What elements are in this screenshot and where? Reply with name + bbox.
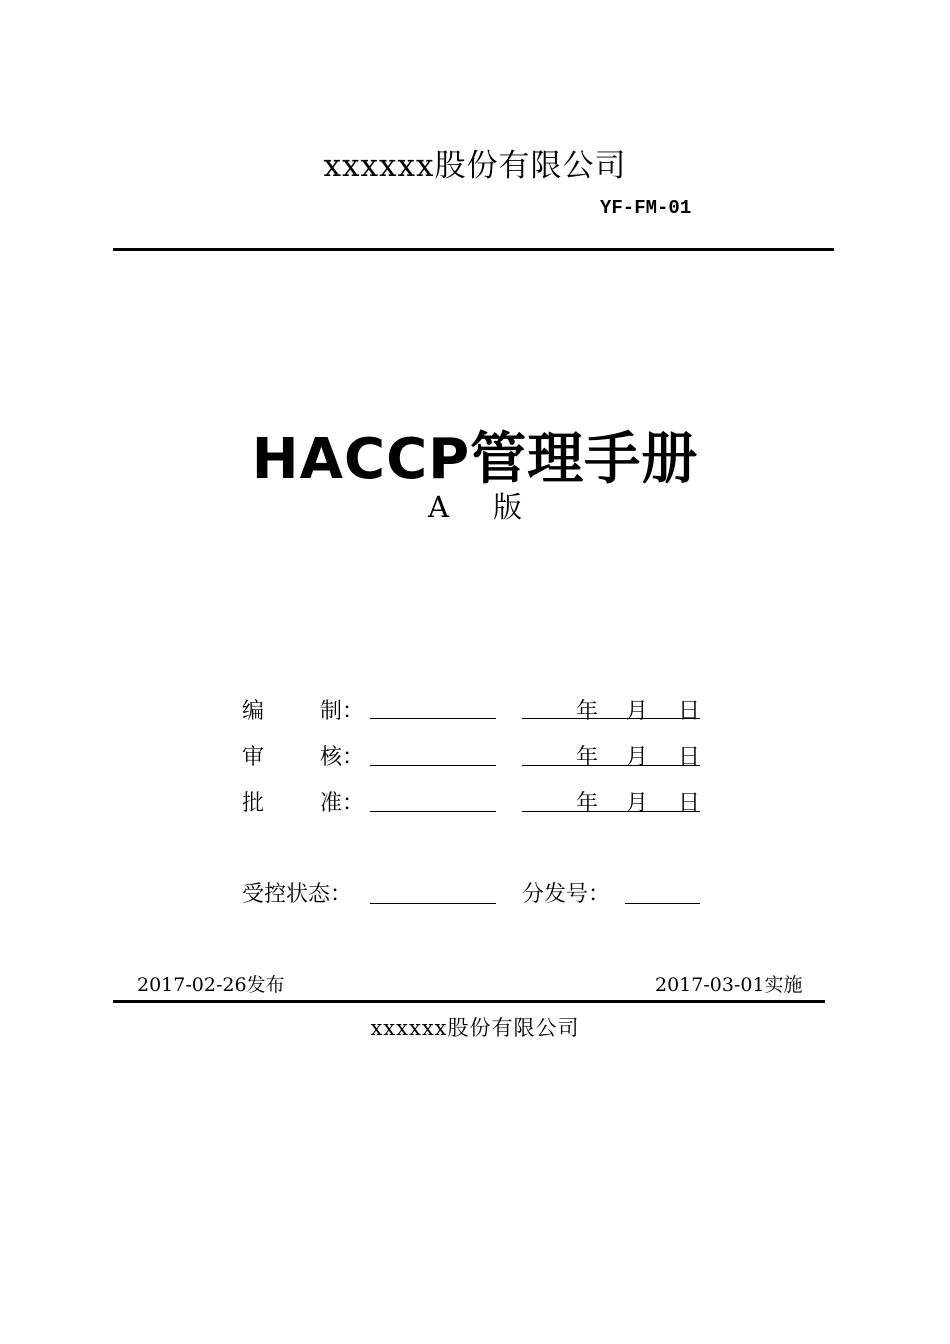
- signature-label-a: 审: [242, 745, 265, 770]
- month-unit: 月: [626, 745, 649, 770]
- distribution-number-label: 分发号：: [522, 882, 611, 907]
- day-unit: 日: [678, 699, 701, 724]
- effective-date: 2017-03-01实施: [655, 974, 803, 996]
- approved-by-field[interactable]: [370, 811, 496, 812]
- signature-label-b: 制：: [320, 699, 365, 724]
- controlled-status-label: 受控状态：: [242, 882, 353, 907]
- month-unit: 月: [626, 699, 649, 724]
- signature-label-a: 编: [242, 699, 265, 724]
- signature-label-a: 批: [242, 791, 265, 816]
- footer-divider: [113, 1000, 825, 1003]
- edition-letter: A: [428, 490, 449, 524]
- document-title: HACCP管理手册: [251, 427, 699, 492]
- document-code: YF-FM-01: [600, 197, 692, 219]
- year-unit: 年: [576, 745, 599, 770]
- controlled-status-field[interactable]: [370, 903, 496, 904]
- prepared-date-field[interactable]: [522, 718, 700, 719]
- reviewed-by-field[interactable]: [370, 765, 496, 766]
- issue-date: 2017-02-26发布: [137, 974, 285, 996]
- month-unit: 月: [626, 791, 649, 816]
- header-divider: [113, 248, 834, 251]
- day-unit: 日: [678, 745, 701, 770]
- company-name-footer: xxxxxx股份有限公司: [370, 1016, 580, 1040]
- edition-label: [0, 485, 950, 526]
- approved-date-field[interactable]: [522, 811, 700, 812]
- signature-row-approved: [242, 786, 370, 817]
- day-unit: 日: [678, 791, 701, 816]
- edition-word: 版: [492, 490, 522, 524]
- signature-row-reviewed: [242, 740, 370, 771]
- signature-label-b: 核：: [320, 745, 365, 770]
- year-unit: 年: [576, 791, 599, 816]
- signature-label-b: 准：: [320, 791, 365, 816]
- reviewed-date-field[interactable]: [522, 765, 700, 766]
- distribution-number-field[interactable]: [625, 903, 700, 904]
- prepared-by-field[interactable]: [370, 718, 496, 719]
- company-name-header: xxxxxx股份有限公司: [323, 148, 627, 184]
- year-unit: 年: [576, 699, 599, 724]
- signature-row-prepared: [242, 694, 370, 725]
